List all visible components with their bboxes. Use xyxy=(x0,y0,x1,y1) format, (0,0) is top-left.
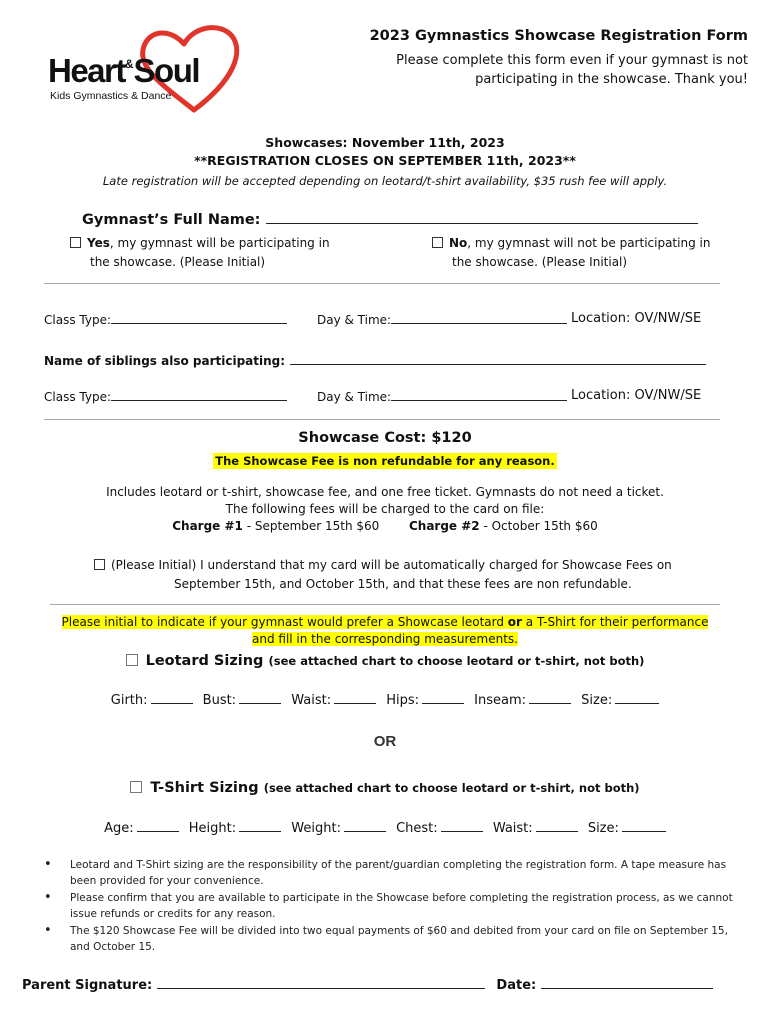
charge2-label: Charge #2 xyxy=(408,519,480,533)
cost-title: Showcase Cost: $120 xyxy=(298,430,472,446)
location-label: Location: OV/NW/SE xyxy=(571,311,702,326)
brand-heart: Heart xyxy=(48,52,125,89)
tshirt-waist-label: Waist: xyxy=(492,821,533,836)
charge1-label: Charge #1 xyxy=(172,519,243,533)
height-field[interactable] xyxy=(239,820,281,832)
leotard-size-field[interactable] xyxy=(615,692,659,704)
girth-label: Girth: xyxy=(110,693,148,708)
tshirt-waist-field[interactable] xyxy=(536,820,578,832)
note-fee-split: • The $120 Showcase Fee will be divided into two equal payments of $60 and debited from your card on file on September 15, and October 15. xyxy=(44,923,744,955)
sizing-instruction-line2: and fill in the corresponding measurements. xyxy=(252,632,518,646)
tshirt-size-field[interactable] xyxy=(622,820,666,832)
acknowledge-checkbox[interactable] xyxy=(94,559,105,570)
yes-text: , my gymnast will be participating in xyxy=(109,236,330,250)
leotard-size-label: Size: xyxy=(581,693,613,708)
acknowledge-text-line2: September 15th, and October 15th, and that these fees are non refundable. xyxy=(174,577,632,591)
sibling-day-time-field[interactable] xyxy=(391,389,567,401)
no-text: , my gymnast will not be participating in xyxy=(467,236,711,250)
inseam-label: Inseam: xyxy=(474,693,527,708)
note-sizing: • Leotard and T-Shirt sizing are the responsibility of the parent/guardian completing the registration form. A tape measure has been provided for your convenience. xyxy=(44,857,744,889)
non-refundable-note: The Showcase Fee is non refundable for any reason. xyxy=(215,454,555,468)
yes-checkbox[interactable] xyxy=(70,237,81,248)
sibling-class-type-label: Class Type: xyxy=(44,390,111,404)
no-text-line2: the showcase. (Please Initial) xyxy=(452,255,628,269)
leotard-title: Leotard Sizing xyxy=(145,653,264,669)
leotard-waist-label: Waist: xyxy=(291,693,332,708)
chest-label: Chest: xyxy=(396,821,438,836)
leotard-measurements xyxy=(0,692,770,708)
bust-field[interactable] xyxy=(239,692,281,704)
gymnast-name-field[interactable] xyxy=(266,212,698,224)
subtitle-line2: participating in the showcase. Thank you! xyxy=(475,72,748,87)
tshirt-title: T-Shirt Sizing xyxy=(150,780,259,796)
yes-label: Yes xyxy=(87,236,110,250)
leotard-note: (see attached chart to choose leotard or t-shirt, not both) xyxy=(268,654,645,668)
note-confirm: • Please confirm that you are available to participate in the Showcase before completing the registration process, as we cannot issue refunds or credits for any reason. xyxy=(44,890,744,922)
tshirt-size-label: Size: xyxy=(587,821,619,836)
inseam-field[interactable] xyxy=(529,692,571,704)
includes-text: Includes leotard or t-shirt, showcase fee, and one free ticket. Gymnasts do not need a ticket. xyxy=(106,485,664,499)
chest-field[interactable] xyxy=(441,820,483,832)
divider xyxy=(50,604,720,605)
sibling-day-time-label: Day & Time: xyxy=(317,390,392,404)
charge1-text: - September 15th $60 xyxy=(242,519,380,533)
form-title: 2023 Gymnastics Showcase Registration Form xyxy=(369,28,748,44)
girth-field[interactable] xyxy=(151,692,193,704)
parent-signature-field[interactable] xyxy=(157,977,485,989)
weight-field[interactable] xyxy=(344,820,386,832)
or-label: OR xyxy=(373,733,397,750)
showcase-date: Showcases: November 11th, 2023 xyxy=(265,135,505,150)
charge2-text: - October 15th $60 xyxy=(479,519,598,533)
brand-amp: & xyxy=(124,57,134,71)
bust-label: Bust: xyxy=(202,693,237,708)
no-label: No xyxy=(449,236,468,250)
sibling-class-type-field[interactable] xyxy=(111,389,287,401)
leotard-waist-field[interactable] xyxy=(334,692,376,704)
logo xyxy=(44,24,244,114)
logo-tagline: Kids Gymnastics & Dance xyxy=(50,90,172,102)
tshirt-note: (see attached chart to choose leotard or t-shirt, not both) xyxy=(263,781,640,795)
sibling-location-label: Location: OV/NW/SE xyxy=(571,388,702,403)
registration-closes: **REGISTRATION CLOSES ON SEPTEMBER 11th, 2023** xyxy=(194,153,576,168)
parent-signature-label: Parent Signature: xyxy=(22,978,153,993)
siblings-label: Name of siblings also participating: xyxy=(44,354,286,368)
tshirt-checkbox[interactable] xyxy=(130,781,142,793)
date-label: Date: xyxy=(496,978,537,993)
class-type-field[interactable] xyxy=(111,312,287,324)
gymnast-name-label: Gymnast’s Full Name: xyxy=(82,212,261,228)
weight-label: Weight: xyxy=(291,821,341,836)
day-time-field[interactable] xyxy=(391,312,567,324)
notes-list xyxy=(44,857,744,956)
divider xyxy=(44,283,720,284)
age-field[interactable] xyxy=(137,820,179,832)
brand-soul: Soul xyxy=(133,52,200,89)
tshirt-measurements xyxy=(0,820,770,836)
age-label: Age: xyxy=(104,821,134,836)
subtitle-line1: Please complete this form even if your gymnast is not xyxy=(396,53,748,68)
siblings-field[interactable] xyxy=(290,353,706,365)
hips-field[interactable] xyxy=(422,692,464,704)
height-label: Height: xyxy=(188,821,237,836)
leotard-checkbox[interactable] xyxy=(126,654,138,666)
no-checkbox[interactable] xyxy=(432,237,443,248)
sizing-instruction: Please initial to indicate if your gymnast would prefer a Showcase leotard or a T-Shirt for their performance xyxy=(61,615,709,629)
late-registration-note: Late registration will be accepted depending on leotard/t-shirt availability, $35 rush fee will apply. xyxy=(102,174,668,188)
class-type-label: Class Type: xyxy=(44,313,111,327)
charged-text: The following fees will be charged to the card on file: xyxy=(225,502,545,516)
day-time-label: Day & Time: xyxy=(317,313,392,327)
acknowledge-text: (Please Initial) I understand that my card will be automatically charged for Showcase Fees on xyxy=(111,558,672,572)
divider xyxy=(44,419,720,420)
yes-text-line2: the showcase. (Please Initial) xyxy=(90,255,266,269)
hips-label: Hips: xyxy=(386,693,420,708)
date-field[interactable] xyxy=(541,977,713,989)
